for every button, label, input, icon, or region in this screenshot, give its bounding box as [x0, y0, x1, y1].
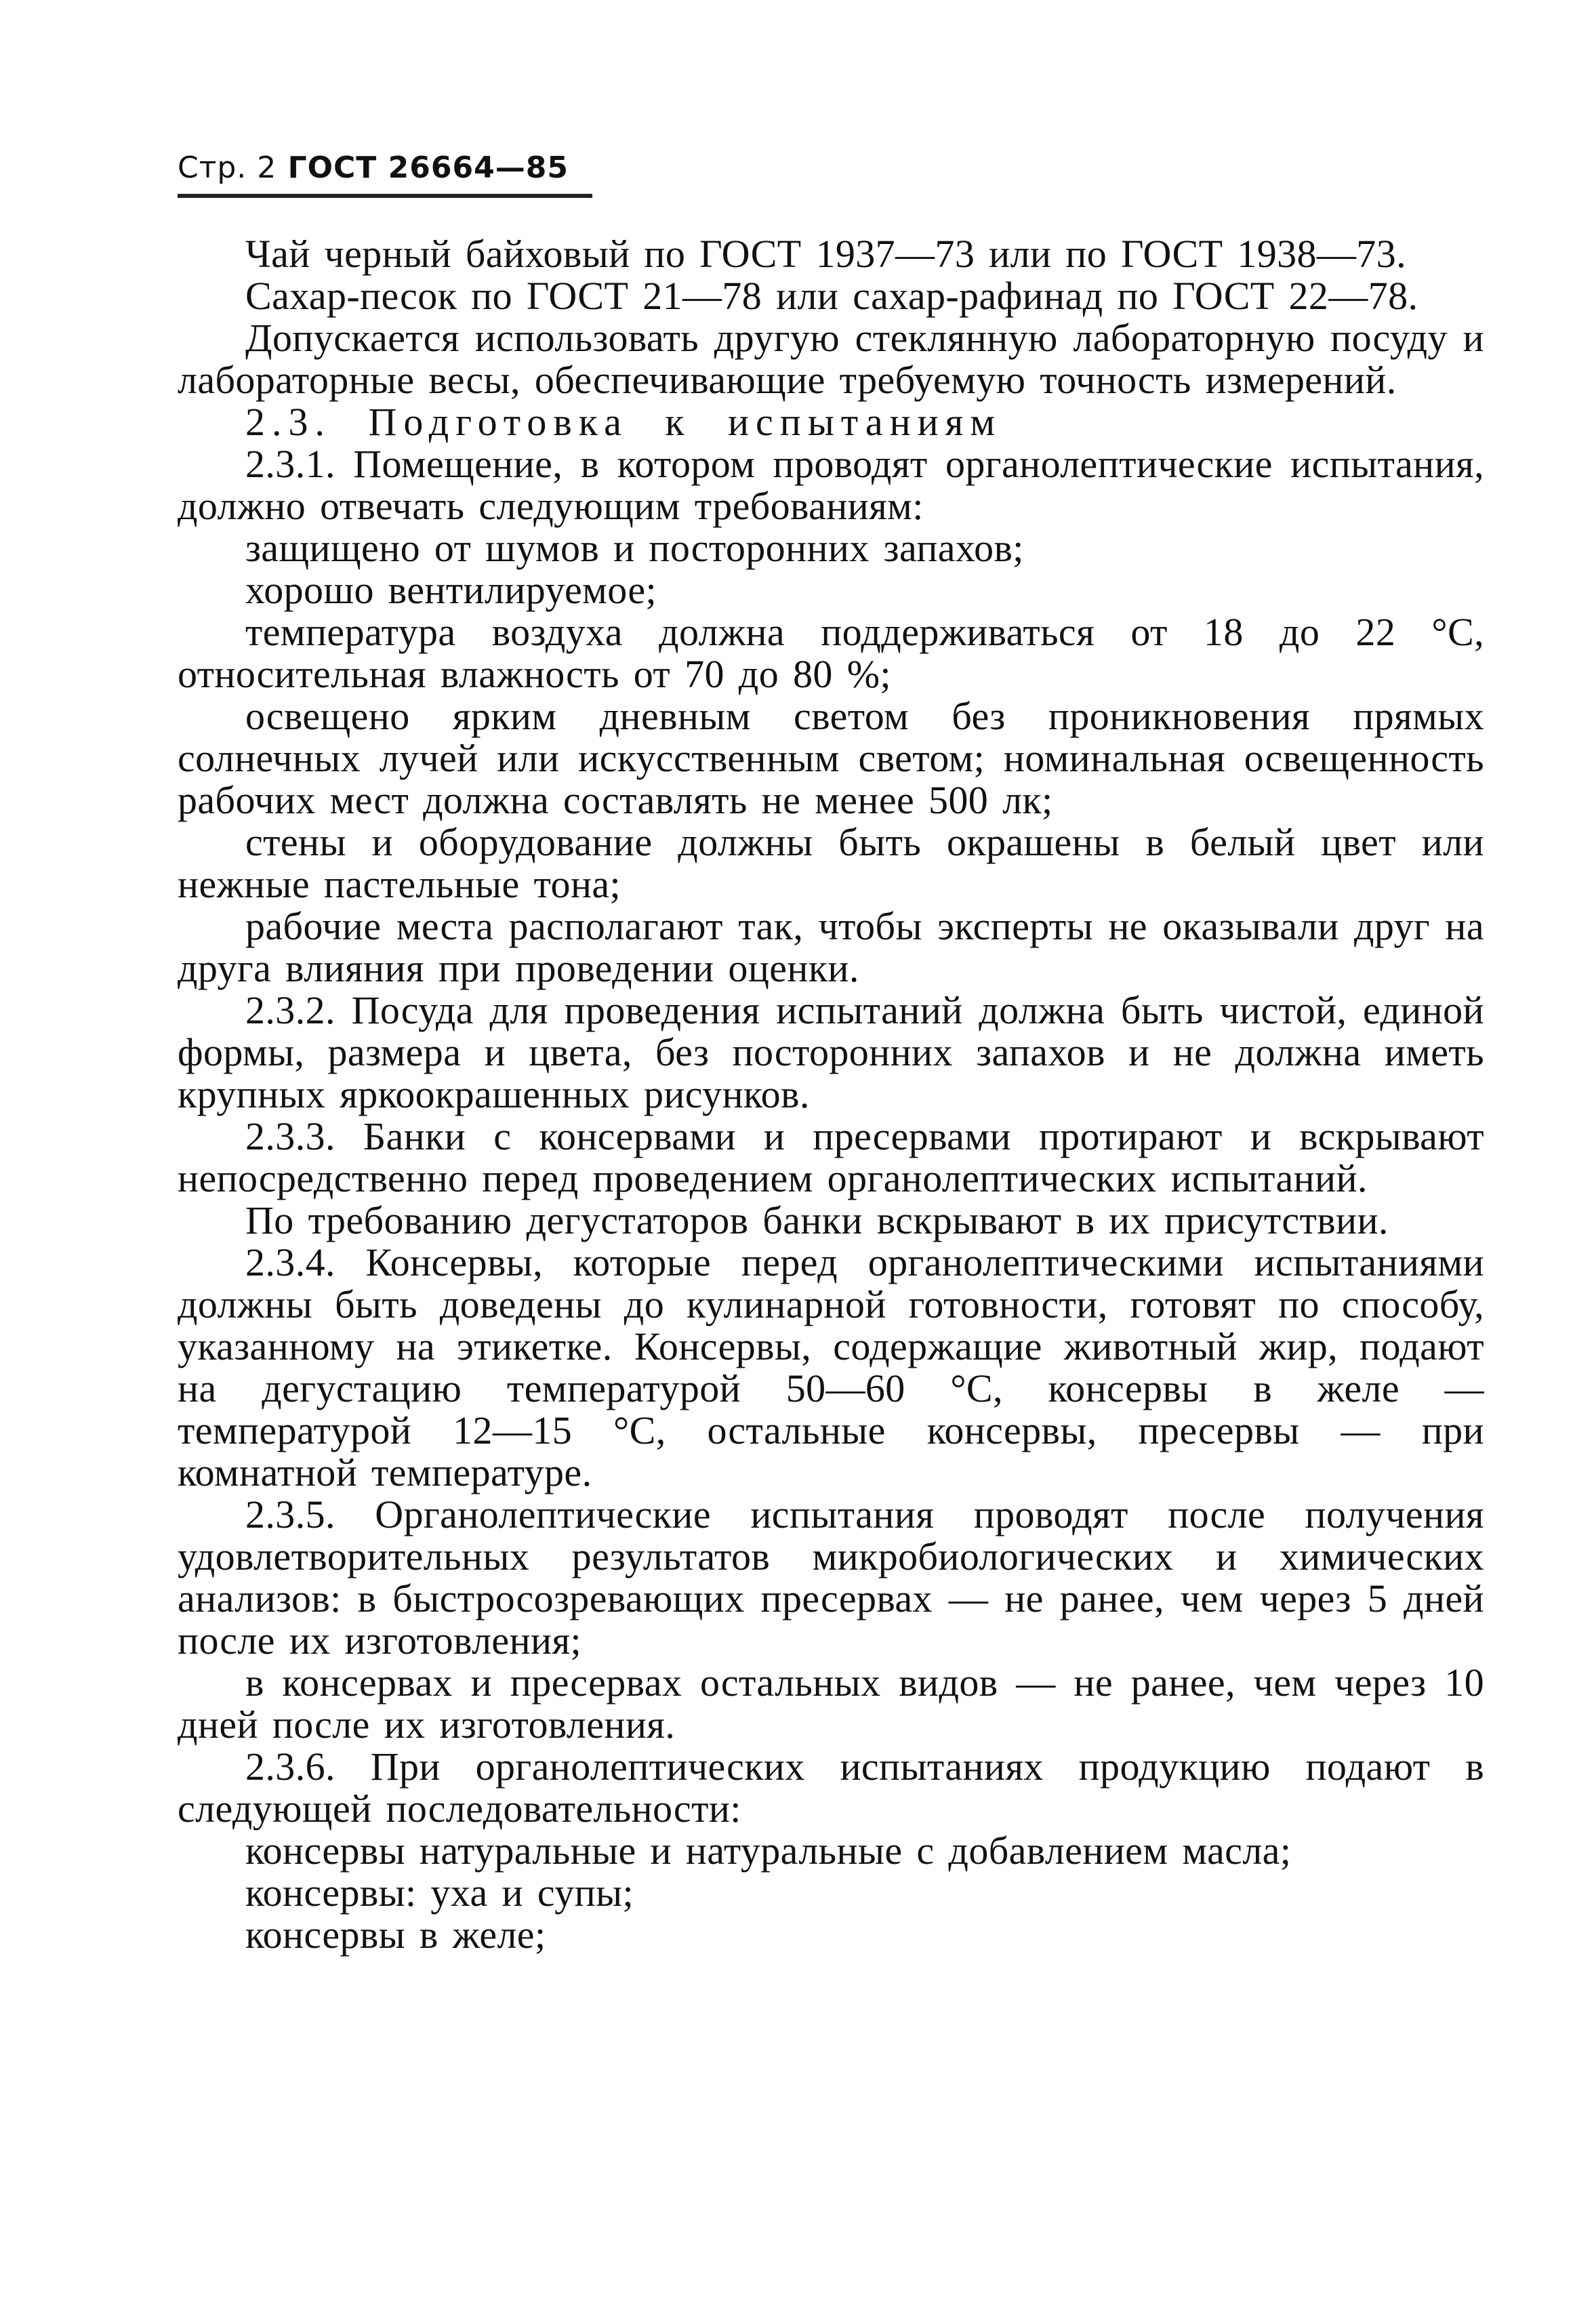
clause-2-3-3: 2.3.3. Банки с консервами и пресервами протирают и вскрывают непосредственно перед проведением органолептических испытаний.: [178, 1114, 1484, 1200]
paragraph-tasters: По требованию дегустаторов банки вскрывают в их присутствии.: [245, 1198, 1389, 1242]
list-item-soups: консервы: уха и супы;: [245, 1871, 634, 1915]
paragraph-glassware: Допускается использовать другую стеклянную лабораторную посуду и лабораторные весы, обеспечивающие требуемую точность измерений.: [178, 316, 1484, 402]
document-body: [178, 233, 1484, 1956]
requirement-workplaces: рабочие места располагают так, чтобы эксперты не оказывали друг на друга влияния при проведении оценки.: [178, 904, 1484, 990]
paragraph-tea: Чай черный байховый по ГОСТ 1937—73 или по ГОСТ 1938—73.: [245, 232, 1407, 276]
standard-designation: ГОСТ 26664—85: [287, 150, 569, 185]
clause-2-3-6: 2.3.6. При органолептических испытаниях продукцию подают в следующей последовательности:: [178, 1745, 1484, 1831]
requirement-walls: стены и оборудование должны быть окрашены в белый цвет или нежные пастельные тона;: [178, 820, 1484, 906]
page-header: [178, 150, 569, 185]
clause-2-3-1: 2.3.1. Помещение, в котором проводят органолептические испытания, должно отвечать следующим требованиям:: [178, 442, 1484, 528]
requirement-ventilation: хорошо вентилируемое;: [245, 568, 657, 612]
paragraph-sugar: Сахар-песок по ГОСТ 21—78 или сахар-рафинад по ГОСТ 22—78.: [245, 274, 1418, 318]
page-number-label: Стр. 2: [178, 150, 277, 185]
requirement-noise: защищено от шумов и посторонних запахов;: [245, 526, 1024, 570]
requirement-temperature: температура воздуха должна поддерживаться от 18 до 22 °С, относительная влажность от 70 до 80 %;: [178, 610, 1484, 696]
clause-2-3-5: 2.3.5. Органолептические испытания проводят после получения удовлетворительных результатов микробиологических и химических анализов: в быстросозревающих пресервах — не ранее, чем через 5 дней после их изготовления;: [178, 1492, 1484, 1663]
section-heading-preparation: 2.3. Подготовка к испытаниям: [245, 400, 1002, 444]
clause-2-3-2: 2.3.2. Посуда для проведения испытаний должна быть чистой, единой формы, размера и цвета, без посторонних запахов и не должна иметь крупных яркоокрашенных рисунков.: [178, 988, 1484, 1116]
requirement-lighting: освещено ярким дневным светом без проникновения прямых солнечных лучей или искусственным светом; номинальная освещенность рабочих мест должна составлять не менее 500 лк;: [178, 694, 1484, 822]
list-item-jelly: консервы в желе;: [245, 1913, 546, 1957]
clause-2-3-4: 2.3.4. Консервы, которые перед органолептическими испытаниями должны быть доведены до кулинарной готовности, готовят по способу, указанному на этикетке. Консервы, содержащие животный жир, подают на дегустацию температурой 50—60 °С, консервы в желе — температурой 12—15 °С, остальные консервы, пресервы — при комнатной температуре.: [178, 1240, 1484, 1494]
list-item-natural: консервы натуральные и натуральные с добавлением масла;: [245, 1829, 1292, 1873]
paragraph-other-types: в консервах и пресервах остальных видов — не ранее, чем через 10 дней после их изготовления.: [178, 1660, 1484, 1747]
header-rule: [178, 194, 592, 198]
